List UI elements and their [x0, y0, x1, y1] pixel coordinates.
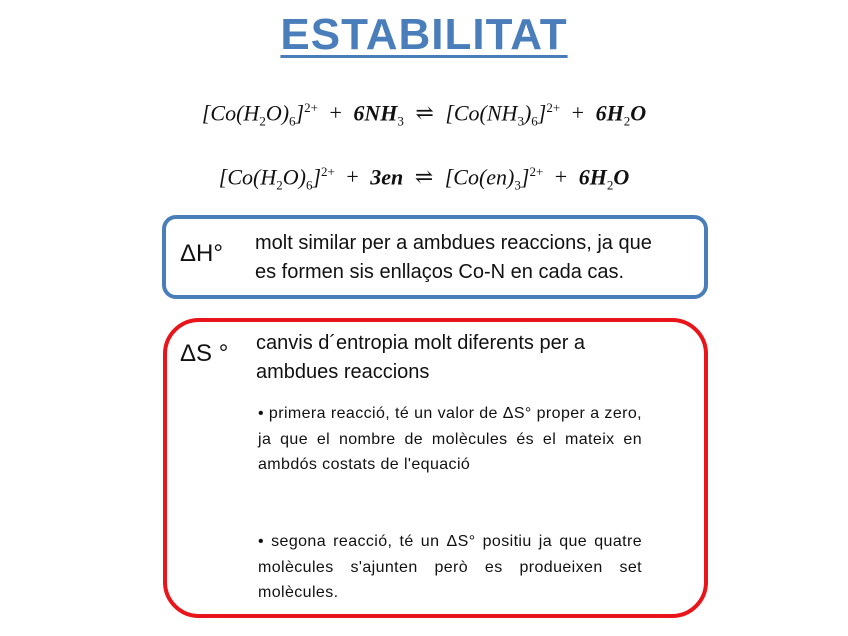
eq1-reagent-sub: 3	[397, 113, 404, 129]
eq1-lhs-o: O)	[265, 100, 290, 126]
eq2-lhs-close: ]	[312, 164, 322, 190]
eq1-rhs-count: 6	[531, 113, 538, 129]
eq1-rhs-close: )	[523, 100, 532, 126]
eq2-lhs-charge: 2+	[321, 164, 335, 179]
eq1-lhs-charge: 2+	[304, 100, 318, 115]
eq2-lhs-o: O)	[282, 164, 306, 190]
eq1-lhs-complex: [Co(H	[201, 100, 260, 126]
eq1-lhs-close: ]	[295, 100, 305, 126]
eq2-lhs-count: 6	[305, 177, 313, 193]
eq1-reagent: 6NH	[353, 100, 398, 126]
eq1-rhs-sub: 3	[517, 113, 524, 129]
equation-2	[0, 164, 848, 194]
eq2-rhs-charge: 2+	[529, 164, 544, 179]
eq2-rhs-complex: [Co(en)	[444, 164, 515, 190]
page-title: ESTABILITAT	[280, 10, 568, 59]
entropy-text	[256, 329, 585, 387]
equilibrium-arrow-2: ⇌	[414, 164, 434, 190]
entropy-text-line-2: ambdues reaccions	[256, 361, 430, 383]
eq1-lhs-sub: 2	[259, 113, 266, 129]
enthalpy-symbol: ΔH°	[180, 240, 223, 267]
equilibrium-arrow-1: ⇌	[415, 100, 434, 126]
entropy-text-line-1: canvis d´entropia molt diferents per a	[256, 332, 586, 354]
eq1-product-sub: 2	[623, 113, 631, 129]
eq1-product-o: O	[630, 100, 647, 126]
eq2-rhs-count: 3	[514, 177, 521, 193]
eq2-plus-1: +	[346, 164, 359, 190]
eq2-plus-2: +	[554, 164, 568, 190]
enthalpy-text	[255, 229, 652, 287]
eq1-lhs-count: 6	[289, 113, 296, 129]
entropy-symbol: ΔS °	[180, 340, 229, 367]
eq1-rhs-bracket: ]	[537, 100, 547, 126]
second-reaction-note: • segona reacció, té un ΔS° positiu ja que quatre molècules s'ajunten però es produeixen set molècules.	[258, 533, 642, 601]
eq2-product: 6H	[578, 164, 607, 190]
eq1-product: 6H	[595, 100, 624, 126]
eq2-product-sub: 2	[606, 177, 614, 193]
eq2-lhs-sub: 2	[276, 177, 283, 193]
eq2-rhs-bracket: ]	[520, 164, 530, 190]
first-reaction-note: • primera reacció, té un valor de ΔS° proper a zero, ja que el nombre de molècules és el mateix en ambdós costats de l'equació	[258, 405, 642, 473]
eq2-product-o: O	[613, 164, 630, 190]
eq1-plus-1: +	[329, 100, 342, 126]
eq2-lhs-complex: [Co(H	[218, 164, 277, 190]
equation-1	[0, 100, 848, 130]
enthalpy-text-line-1: molt similar per a ambdues reaccions, ja que	[255, 232, 652, 254]
enthalpy-text-line-2: es formen sis enllaços Co-N en cada cas.	[255, 261, 625, 283]
eq2-reagent: 3en	[370, 164, 404, 190]
eq1-plus-2: +	[571, 100, 585, 126]
eq1-rhs-complex: [Co(NH	[445, 100, 518, 126]
eq1-rhs-charge: 2+	[546, 100, 561, 115]
